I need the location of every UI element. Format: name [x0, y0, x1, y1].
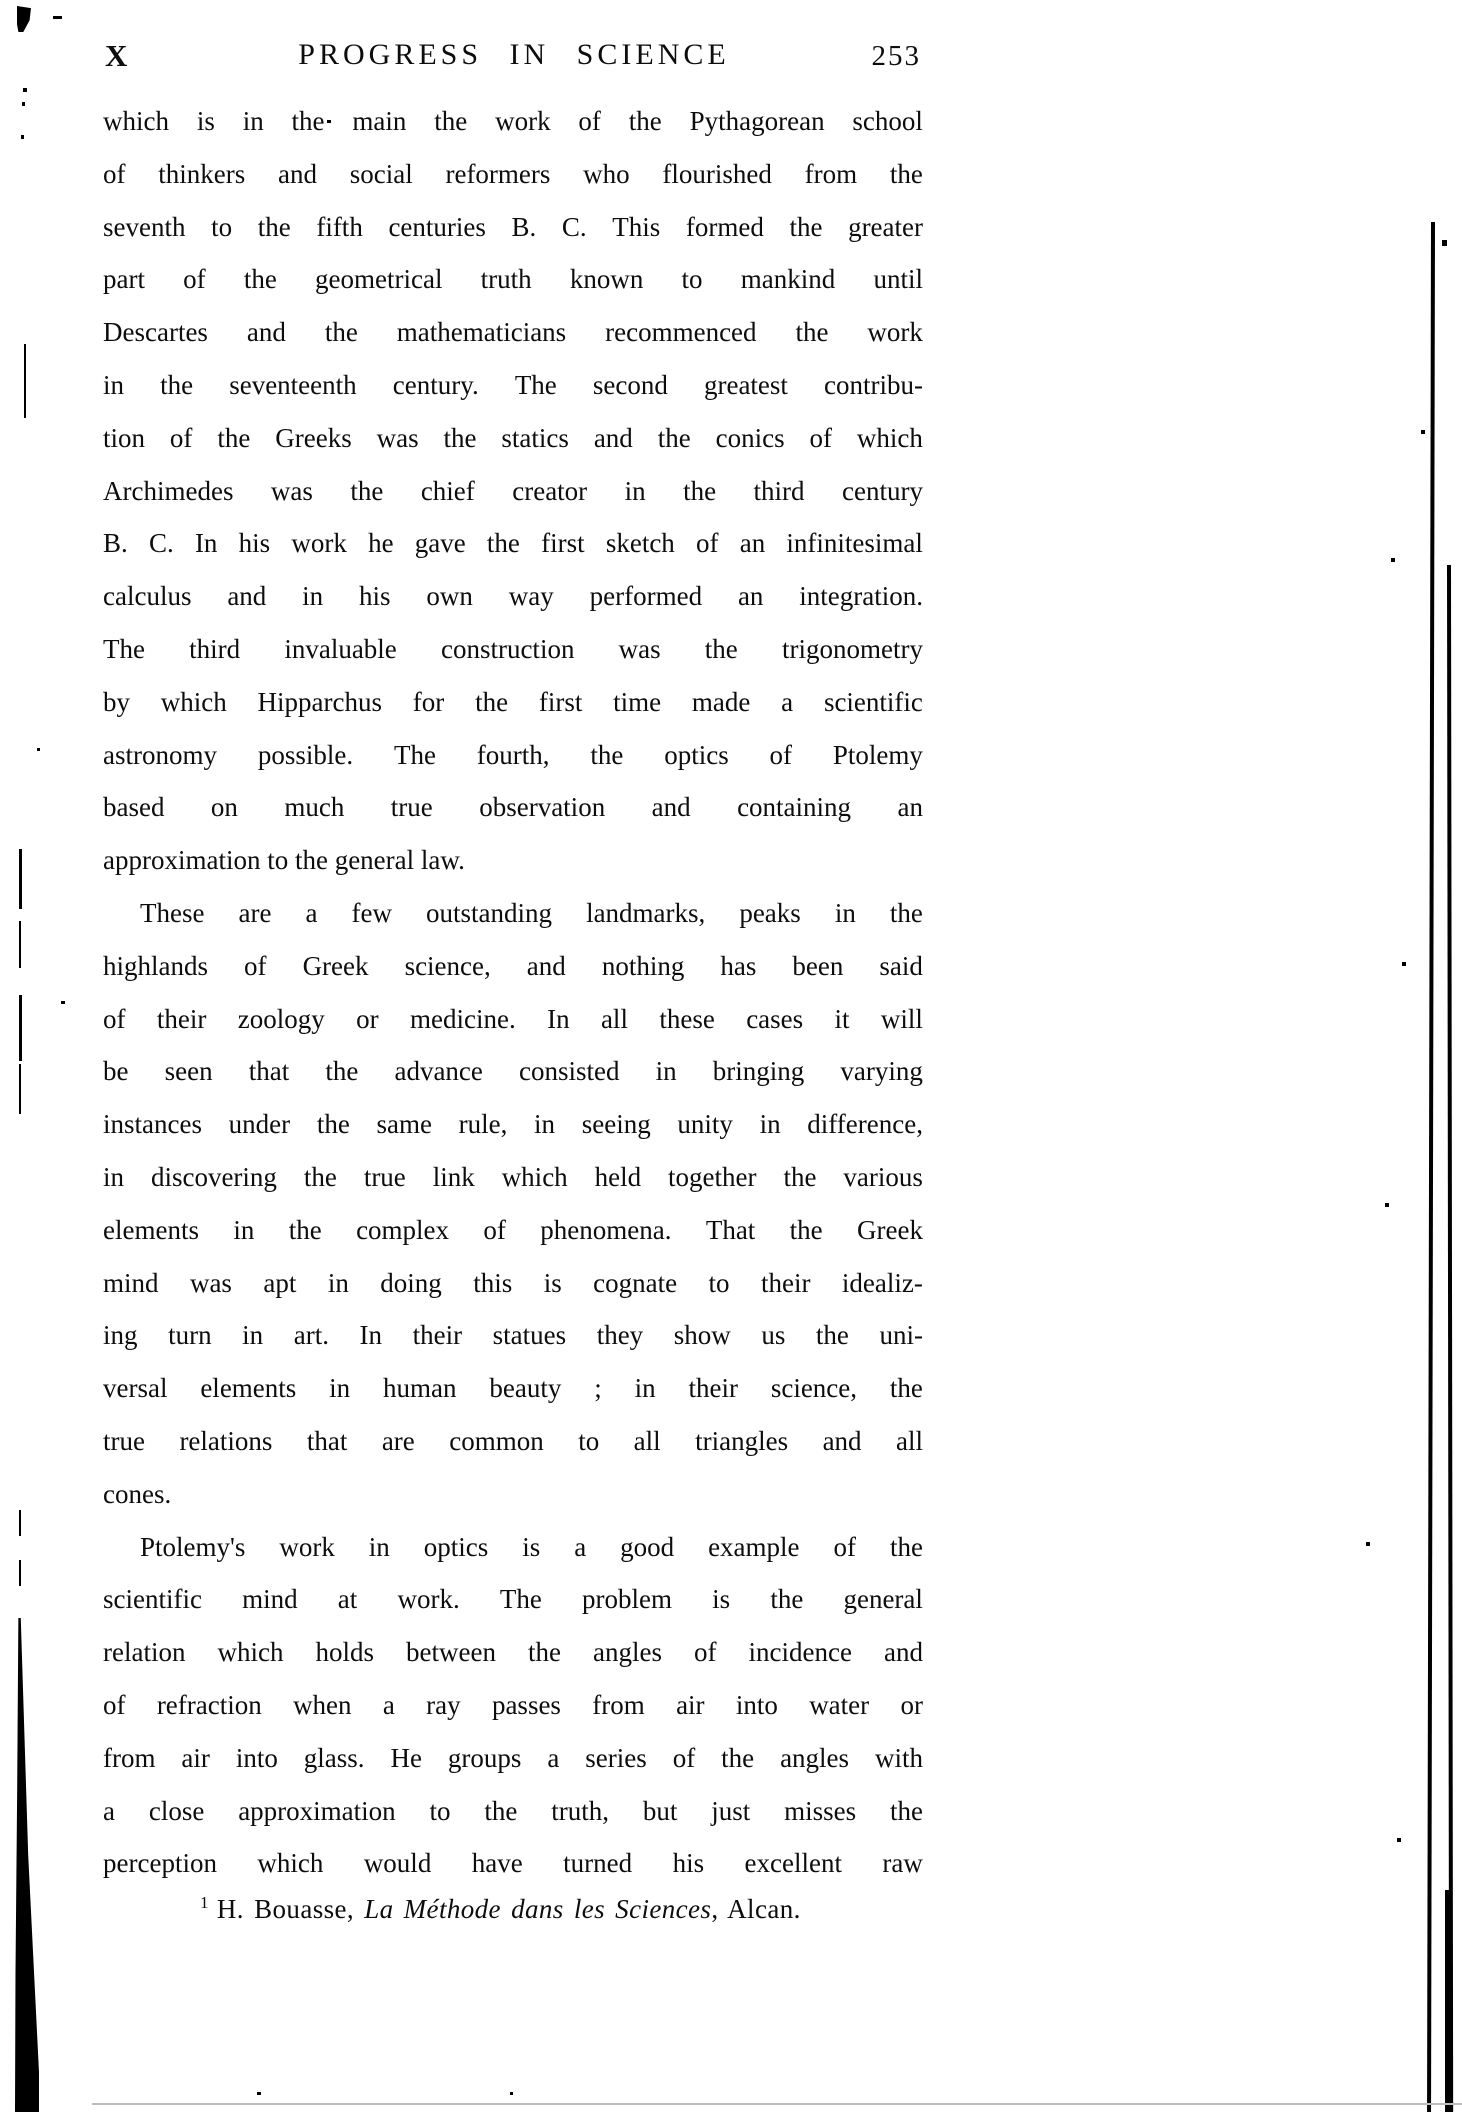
scan-artifact-dot [61, 1001, 65, 1004]
text-line: tion of the Greeks was the statics and the conics of which [103, 422, 923, 453]
scan-artifact-speck [1442, 240, 1447, 246]
text-line: The third invaluable construction was the trigonometry [103, 633, 923, 664]
scan-artifact-dot [37, 748, 40, 751]
scan-artifact-left-mark [19, 849, 22, 909]
text-line: in the seventeenth century. The second greatest contribu- [103, 369, 923, 400]
scan-artifact-speck [327, 120, 331, 123]
footnote-work-title: La Méthode dans les Sciences [364, 1894, 712, 1924]
footnote-marker: 1 [200, 1893, 209, 1912]
scan-artifact-bottom-left-wedge [15, 1618, 39, 2112]
text-line: perception which would have turned his excellent raw [103, 1848, 923, 1879]
text-line: based on much true observation and containing an [103, 792, 923, 823]
scan-artifact-left-mark [19, 995, 22, 1061]
scan-artifact-left-mark [19, 1560, 21, 1586]
text-line: of refraction when a ray passes from air into water or [103, 1689, 923, 1720]
text-line: Descartes and the mathematicians recommenced the work [103, 317, 923, 348]
footnote-publisher: , Alcan. [711, 1894, 801, 1924]
scan-artifact-speck [1385, 1203, 1389, 1207]
footnote [200, 1893, 801, 1925]
text-line: ing turn in art. In their statues they show us the uni- [103, 1320, 923, 1351]
text-line: from air into glass. He groups a series of the angles with [103, 1742, 923, 1773]
text-line: B. C. In his work he gave the first sketch of an infinitesimal [103, 528, 923, 559]
text-line: which is in the main the work of the Pythagorean school [103, 106, 923, 136]
text-line: true relations that are common to all triangles and all [103, 1425, 923, 1456]
text-line: by which Hipparchus for the first time made a scientific [103, 686, 923, 717]
text-line: cones. [103, 1478, 172, 1509]
text-line: a close approximation to the truth, but just misses the [103, 1795, 923, 1826]
text-line: part of the geometrical truth known to mankind until [103, 264, 923, 295]
scan-artifact-speck [1391, 558, 1395, 562]
scan-artifact-speck [510, 2092, 513, 2095]
text-line: mind was apt in doing this is cognate to their idealiz- [103, 1267, 923, 1298]
text-line: These are a few outstanding landmarks, peaks in the [140, 897, 923, 928]
text-line: highlands of Greek science, and nothing has been said [103, 950, 923, 981]
scan-artifact-bottom-edge [92, 2103, 1462, 2105]
scan-artifact-dot [21, 135, 24, 139]
text-line: scientific mind at work. The problem is the general [103, 1584, 923, 1615]
scan-artifact-speck [1366, 1542, 1370, 1546]
chapter-number: X [105, 38, 129, 73]
scan-artifact-dash [53, 16, 62, 19]
text-line: elements in the complex of phenomena. That the Greek [103, 1214, 923, 1245]
text-line: approximation to the general law. [103, 845, 465, 876]
text-line: calculus and in his own way performed an integration. [103, 581, 923, 612]
scan-artifact-speck [1421, 430, 1425, 434]
text-line: be seen that the advance consisted in bringing varying [103, 1056, 923, 1087]
scan-artifact-right-line [1447, 565, 1453, 2112]
running-title: PROGRESS IN SCIENCE [298, 38, 730, 71]
scan-artifact-speck [1402, 962, 1406, 966]
scan-artifact-left-mark [19, 1510, 21, 1536]
text-line: of their zoology or medicine. In all these cases it will [103, 1003, 923, 1034]
scan-artifact-dot [22, 102, 25, 106]
page-number: 253 [871, 40, 921, 72]
scan-artifact-top-left-blob [17, 6, 31, 32]
page-header [103, 38, 925, 82]
text-line: seventh to the fifth centuries B. C. This formed the greater [103, 211, 923, 242]
body-text [103, 95, 923, 1890]
scan-artifact-speck [257, 2092, 261, 2095]
text-line: Archimedes was the chief creator in the third century [103, 475, 923, 506]
scan-artifact-speck [1397, 1838, 1401, 1842]
text-line: of thinkers and social reformers who flourished from the [103, 158, 923, 189]
footnote-author: H. Bouasse, [216, 1894, 365, 1924]
scan-artifact-right-line [1427, 222, 1435, 2112]
scan-artifact-left-mark [19, 921, 21, 968]
scan-artifact-dot [23, 88, 27, 92]
text-line: Ptolemy's work in optics is a good example of the [140, 1531, 923, 1562]
text-line: relation which holds between the angles of incidence and [103, 1637, 923, 1668]
text-line: in discovering the true link which held together the various [103, 1161, 923, 1192]
scan-artifact-left-mark [19, 1064, 21, 1114]
scan-artifact-left-mark [24, 344, 26, 418]
scan-artifact-right-line [1445, 1890, 1452, 2112]
text-line: versal elements in human beauty ; in their science, the [103, 1373, 923, 1404]
text-line: instances under the same rule, in seeing unity in difference, [103, 1109, 923, 1140]
text-line: astronomy possible. The fourth, the optics of Ptolemy [103, 739, 923, 770]
